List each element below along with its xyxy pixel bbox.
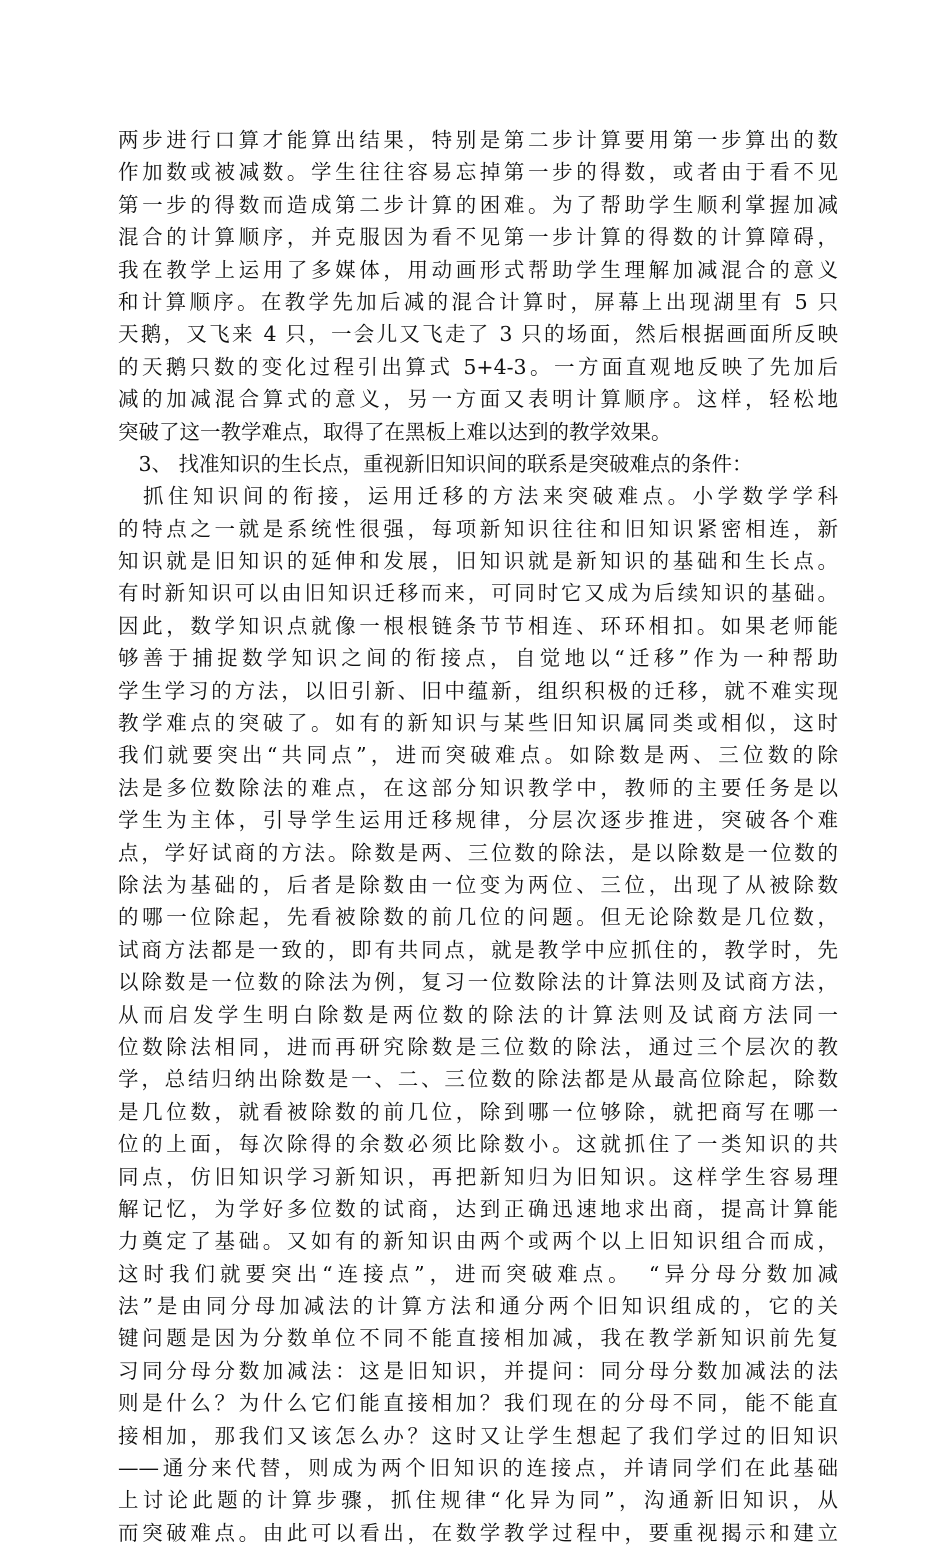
text-line: 学生学习的方法，以旧引新、旧中蕴新，组织积极的迁移，就不难实现 (118, 678, 838, 703)
text-line: 我们就要突出“共同点”，进而突破难点。如除数是两、三位数的除 (118, 743, 838, 768)
text-line: 从而启发学生明白除数是两位数的除法的计算法则及试商方法同一 (118, 1002, 838, 1027)
text-line: 学，总结归纳出除数是一、二、三位数的除法都是从最高位除起，除数 (118, 1067, 838, 1092)
text-line: 和计算顺序。在教学先加后减的混合计算时，屏幕上出现湖里有 5 只 (118, 289, 838, 314)
text-line: 够善于捕捉数学知识之间的衔接点，自觉地以“迁移”作为一种帮助 (118, 646, 838, 671)
text-line: 第一步的得数而造成第二步计算的困难。为了帮助学生顺利掌握加减 (118, 192, 838, 217)
text-line: 是几位数，就看被除数的前几位，除到哪一位够除，就把商写在哪一 (118, 1099, 838, 1124)
text-line: 突破了这一教学难点，取得了在黑板上难以达到的教学效果。 (118, 419, 672, 444)
text-line: 的特点之一就是系统性很强，每项新知识往往和旧知识紧密相连，新 (118, 516, 838, 541)
text-line: ——通分来代替，则成为两个旧知识的连接点，并请同学们在此基础 (118, 1456, 838, 1481)
text-line: 法”是由同分母加减法的计算方法和通分两个旧知识组成的，它的关 (118, 1294, 838, 1319)
body-text (118, 124, 838, 1549)
text-line: 力奠定了基础。又如有的新知识由两个或两个以上旧知识组合而成， (118, 1229, 838, 1254)
text-line: 解记忆，为学好多位数的试商，达到正确迅速地求出商，提高计算能 (118, 1196, 838, 1221)
text-line: 抓住知识间的衔接，运用迁移的方法来突破难点。小学数学学科 (118, 484, 838, 509)
text-line: 混合的计算顺序，并克服因为看不见第一步计算的得数的计算障碍， (118, 225, 838, 250)
text-line: 而突破难点。由此可以看出，在数学教学过程中，要重视揭示和建立 (118, 1520, 838, 1545)
text-line: 两步进行口算才能算出结果，特别是第二步计算要用第一步算出的数 (118, 128, 838, 152)
text-line: 除法为基础的，后者是除数由一位变为两位、三位，出现了从被除数 (118, 872, 838, 897)
text-line: 我在教学上运用了多媒体，用动画形式帮助学生理解加减混合的意义 (118, 257, 838, 282)
text-line: 试商方法都是一致的，即有共同点，就是教学中应抓住的，教学时，先 (118, 937, 838, 962)
text-line: 习同分母分数加减法：这是旧知识，并提问：同分母分数加减法的法 (118, 1358, 838, 1383)
text-line: 法是多位数除法的难点，在这部分知识教学中，教师的主要任务是以 (118, 775, 838, 800)
text-line: 点，学好试商的方法。除数是两、三位数的除法，是以除数是一位数的 (118, 840, 838, 865)
text-line: 减的加减混合算式的意义，另一方面又表明计算顺序。这样，轻松地 (118, 387, 838, 412)
text-line: 这时我们就要突出“连接点”，进而突破难点。 “异分母分数加减 (118, 1261, 838, 1286)
text-line: 有时新知识可以由旧知识迁移而来，可同时它又成为后续知识的基础。 (118, 581, 838, 606)
text-line: 的天鹅只数的变化过程引出算式 5+4-3。一方面直观地反映了先加后 (118, 354, 838, 379)
text-line: 位数除法相同，进而再研究除数是三位数的除法，通过三个层次的教 (118, 1034, 838, 1059)
text-line: 则是什么？为什么它们能直接相加？我们现在的分母不同，能不能直 (118, 1391, 838, 1416)
text-line: 天鹅，又飞来 4 只，一会儿又飞走了 3 只的场面，然后根据画面所反映 (118, 322, 838, 347)
text-line: 教学难点的突破了。如有的新知识与某些旧知识属同类或相似，这时 (118, 711, 838, 736)
text-line: 因此，数学知识点就像一根根链条节节相连、环环相扣。如果老师能 (118, 613, 838, 638)
text-line: 以除数是一位数的除法为例，复习一位数除法的计算法则及试商方法， (118, 970, 838, 995)
text-line: 作加数或被减数。学生往往容易忘掉第一步的得数，或者由于看不见 (118, 160, 838, 185)
text-line: 同点，仿旧知识学习新知识，再把新知归为旧知识。这样学生容易理 (118, 1164, 838, 1189)
text-line: 3、 找准知识的生长点，重视新旧知识间的联系是突破难点的条件： (118, 451, 753, 476)
text-line: 知识就是旧知识的延伸和发展，旧知识就是新知识的基础和生长点。 (118, 549, 838, 574)
text-line: 接相加，那我们又该怎么办？这时又让学生想起了我们学过的旧知识 (118, 1423, 838, 1448)
text-line: 位的上面，每次除得的余数必须比除数小。这就抓住了一类知识的共 (118, 1132, 838, 1157)
text-line: 的哪一位除起，先看被除数的前几位的问题。但无论除数是几位数， (118, 905, 838, 930)
text-line: 键问题是因为分数单位不同不能直接相加减，我在教学新知识前先复 (118, 1326, 838, 1351)
text-line: 上讨论此题的计算步骤，抓住规律“化异为同”，沟通新旧知识，从 (118, 1488, 838, 1513)
text-line: 学生为主体，引导学生运用迁移规律，分层次逐步推进，突破各个难 (118, 808, 838, 833)
